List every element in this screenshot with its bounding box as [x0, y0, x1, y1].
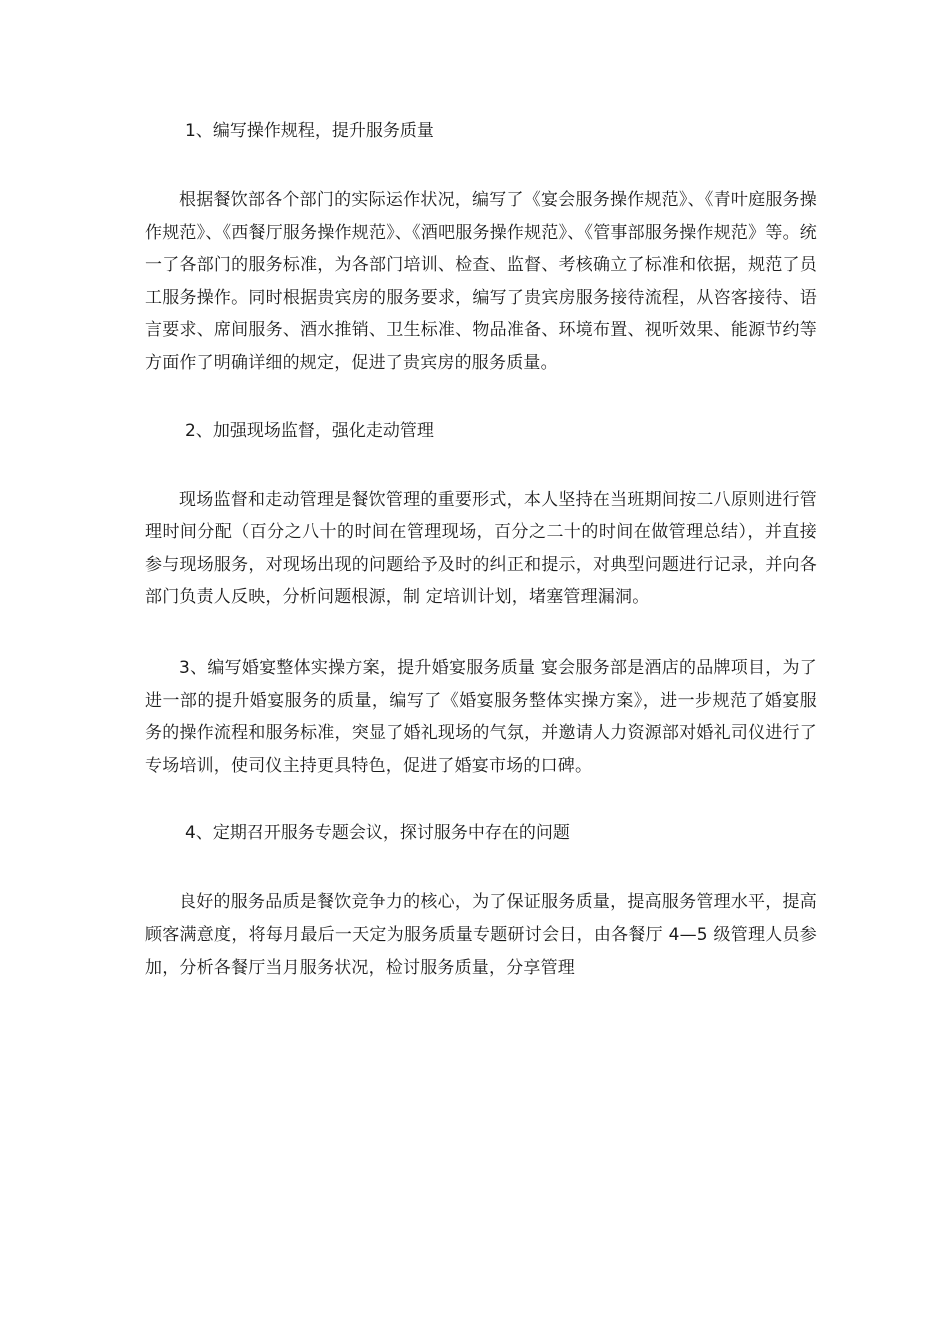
document-body: [145, 118, 817, 984]
section-4-paragraph: 良好的服务品质是餐饮竞争力的核心，为了保证服务质量，提高服务管理水平，提高顾客满意度，将每月最后一天定为服务质量专题研讨会日，由各餐厅 4—5 级管理人员参加，分析各餐厅当月服务状况，检讨服务质量，分享管理: [145, 892, 817, 978]
section-4-heading: 4、定期召开服务专题会议，探讨服务中存在的问题: [185, 823, 570, 844]
section-2-heading: 2、加强现场监督，强化走动管理: [185, 420, 434, 441]
section-2-paragraph: 现场监督和走动管理是餐饮管理的重要形式，本人坚持在当班期间按二八原则进行管理时间分配（百分之八十的时间在管理现场，百分之二十的时间在做管理总结），并直接参与现场服务，对现场出现的问题给予及时的纠正和提示，对典型问题进行记录，并向各部门负责人反映，分析问题根源，制 定培训计划，堵塞管理漏洞。: [145, 489, 817, 608]
section-1-paragraph: 根据餐饮部各个部门的实际运作状况，编写了《宴会服务操作规范》、《青叶庭服务操作规范》、《西餐厅服务操作规范》、《酒吧服务操作规范》、《管事部服务操作规范》等。统一了各部门的服务标准，为各部门培训、检查、监督、考核确立了标准和依据，规范了员工服务操作。同时根据贵宾房的服务要求，编写了贵宾房服务接待流程，从咨客接待、语言要求、席间服务、酒水推销、卫生标准、物品准备、环境布置、视听效果、能源节约等方面作了明确详细的规定，促进了贵宾房的服务质量。: [145, 190, 817, 373]
section-3-paragraph: 3、编写婚宴整体实操方案，提升婚宴服务质量 宴会服务部是酒店的品牌项目，为了进一部的提升婚宴服务的质量，编写了《婚宴服务整体实操方案》，进一步规范了婚宴服务的操作流程和服务标准，突显了婚礼现场的气氛，并邀请人力资源部对婚礼司仪进行了专场培训，使司仪主持更具特色，促进了婚宴市场的口碑。: [145, 657, 817, 776]
section-1-heading: 1、编写操作规程，提升服务质量: [185, 121, 434, 141]
